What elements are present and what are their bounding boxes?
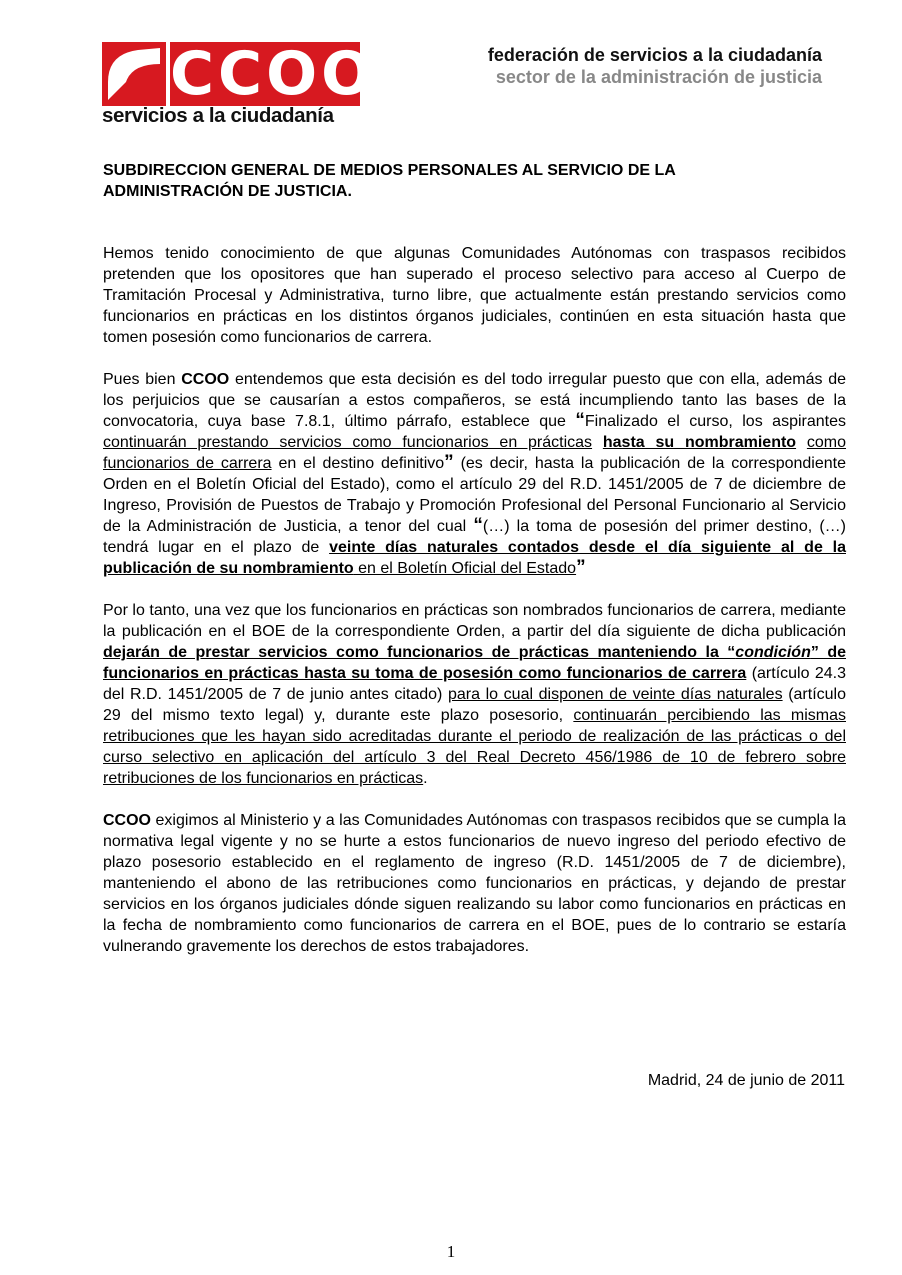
- logo-subtitle: servicios a la ciudadanía: [102, 104, 334, 127]
- ccoo-mention: CCOO: [181, 371, 230, 388]
- document-heading: SUBDIRECCION GENERAL DE MEDIOS PERSONALES AL SERVICIO DE LA ADMINISTRACIÓN DE JUSTICIA.: [103, 162, 676, 200]
- paragraph-1: Hemos tenido conocimiento de que algunas Comunidades Autónomas con traspasos recibidos pretenden que los opositores que han superado el proceso selectivo para acceso al Cuerpo de Tramitación Procesal y Administrativa, turno libre, que actualmente están prestando servicios como funcionarios en prácticas en los distintos órganos judiciales, continúen en esta situación hasta que tomen posesión como funcionarios de carrera.: [103, 245, 846, 346]
- sector-title: sector de la administración de justicia: [495, 67, 822, 87]
- page-number: 1: [446, 1242, 456, 1261]
- ccoo-logo: [102, 39, 377, 127]
- document-body: [103, 243, 846, 978]
- paragraph-2: Pues bien CCOO entendemos que esta decisión es del todo irregular puesto que con ella, además de los perjuicios que se causarían a estos compañeros, se está incumpliendo tanto las bases de la convocatoria, cuya base 7.8.1, último párrafo, establece que “Finalizado el curso, los aspirantes continuarán prestando servicios como funcionarios en prácticas hasta su nombramiento como funcionarios de carrera en el destino definitivo” (es decir, hasta la publicación de la correspondiente Orden en el Boletín Oficial del Estado), como el artículo 29 del R.D. 1451/2005 de 7 de diciembre de Ingreso, Provisión de Puestos de Trabajo y Promoción Profesional del Personal Funcionario al Servicio de la Administración de Justicia, a tenor del cual “(…) la toma de posesión del primer destino, (…) tendrá lugar en el plazo de veinte días naturales contados desde el día siguiente al de la publicación de su nombramiento en el Boletín Oficial del Estado”: [103, 371, 847, 578]
- federation-title: federación de servicios a la ciudadanía: [487, 45, 822, 65]
- paragraph-3: Por lo tanto, una vez que los funcionarios en prácticas son nombrados funcionarios de carrera, mediante la publicación en el BOE de la correspondiente Orden, a partir del día siguiente de dicha publicación dejarán de prestar servicios como funcionarios de prácticas manteniendo la “condición” de funcionarios en prácticas hasta su toma de posesión como funcionarios de carrera (artículo 24.3 del R.D. 1451/2005 de 7 de junio antes citado) para lo cual disponen de veinte días naturales (artículo 29 del mismo texto legal) y, durante este plazo posesorio, continuarán percibiendo las mismas retribuciones que les hayan sido acreditadas durante el periodo de realización de las prácticas o del curso selectivo en aplicación del artículo 3 del Real Decreto 456/1986 de 10 de febrero sobre retribuciones de los funcionarios en prácticas.: [103, 602, 847, 787]
- paragraph-4: CCOO exigimos al Ministerio y a las Comunidades Autónomas con traspasos recibidos que se cumpla la normativa legal vigente y no se hurte a estos funcionarios de nuevo ingreso del periodo efectivo de plazo posesorio establecido en el reglamento de ingreso (R.D. 1451/2005 de 7 de diciembre), manteniendo el abono de las retribuciones como funcionarios en prácticas, y dejando de prestar servicios en los órganos judiciales dónde siguen realizando su labor como funcionarios en prácticas en la fecha de nombramiento como funcionarios de carrera en el BOE, pues de lo contrario se estaría vulnerando gravemente los derechos de estos trabajadores.: [103, 812, 846, 955]
- logo-emblem-icon: [102, 42, 166, 106]
- document-date: Madrid, 24 de junio de 2011: [647, 1072, 845, 1089]
- logo-letters: CCOO: [170, 39, 377, 109]
- ccoo-mention: CCOO: [103, 812, 151, 829]
